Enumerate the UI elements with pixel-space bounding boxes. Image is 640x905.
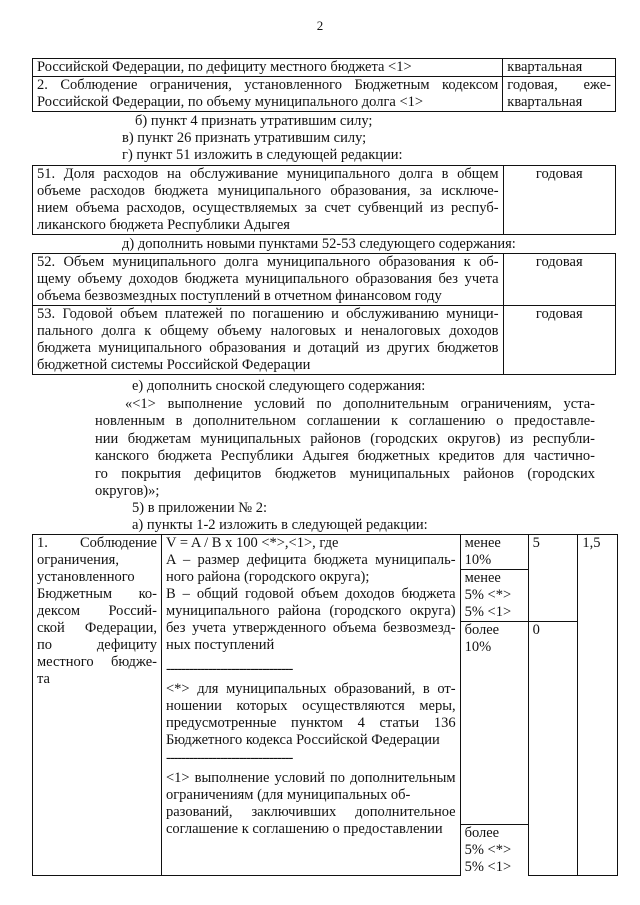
item-e: е) дополнить сноской следующего содержания: (132, 378, 426, 394)
table-row (33, 306, 616, 375)
item-a: а) пункты 1-2 изложить в следующей редакции: (132, 517, 428, 533)
period-cell: годовая, еже- квартальная (503, 77, 616, 112)
item-d: д) дополнить новыми пунктами 52-53 следующего содержания: (122, 236, 516, 252)
indicator-name-cell: 1. Соблюдение ограничения, установленного Бюджетным ко- дексом Россий- ской Федерации, по дефициту местного бюдже- та (33, 535, 162, 876)
item-v: в) пункт 26 признать утратившим силу; (122, 130, 367, 146)
separator-line: --------------------------------- (165, 661, 293, 677)
period-cell: годовая (503, 306, 615, 375)
threshold-cell: менее 10% (460, 535, 528, 570)
indicator-text: 51. Доля расходов на обслуживание муниципального долга в общем объеме расходов бюджета муниципального образования, за исключе- нием объема расходов, осуществляемых за счет субвенций из респуб- ликанского бюджета Республики Адыгея (33, 166, 504, 235)
period-cell: годовая (503, 166, 615, 235)
footnote-text: «<1> выполнение условий по дополнительным ограничениям, уста- новленным в дополнительном соглашении к соглашению о предоставле- нии бюджетам муниципальных районов (городских округов) из республи- канского бюджета Республики Адыгея бюджетных кредитов для частично- го покрытия дефицитов бюджетов муниципальных районов (городских округов)»; (95, 396, 595, 500)
table-appendix-2 (32, 534, 618, 876)
period-cell: квартальная (503, 59, 616, 77)
period-cell: годовая (503, 254, 615, 306)
table-items-52-53 (32, 253, 616, 375)
formula-cell: V = A / B x 100 <*>,<1>, где A – размер дефицита бюджета муниципаль- ного района (городского округа); B – общий годовой объем доходов бюджета муниципального района (городского округа) без учета утвержденного объема безвозмезд- ных поступлений --------------------------------- <*> для муниципальных образований, в от- ношении которых осуществляются меры, предусмотренные пунктом 4 статьи 136 Бюджетного кодекса Российской Федерации --------------------------------- <1> выполнение условий по дополнительным ограничениям (для муниципальных об- разований, заключивших дополнительное соглашение к соглашению о предоставлении (161, 535, 460, 876)
item-5: 5) в приложении № 2: (132, 500, 267, 516)
table-row (33, 166, 616, 235)
table-row (33, 535, 618, 570)
separator-line: --------------------------------- (165, 750, 293, 766)
indicator-text: 53. Годовой объем платежей по погашению и обслуживанию муници- пального долга к общему объему налоговых и неналоговых доходов бюджета муниципального образования и дотаций из других бюджетов бюджетной системы Российской Федерации (33, 306, 504, 375)
indicator-text: 52. Объем муниципального долга муниципального образования к об- щему объему доходов бюджета муниципального образования без учета объема безвозмездных поступлений в отчетном финансовом году (33, 254, 504, 306)
table-row (33, 77, 616, 112)
page-number: 2 (316, 18, 324, 33)
score-cell: 5 (528, 535, 578, 622)
indicator-text: 2. Соблюдение ограничения, установленного Бюджетным кодексом Российской Федерации, по объему муниципального долга <1> (33, 77, 503, 112)
table-indicators-top (32, 58, 616, 112)
item-b: б) пункт 4 признать утратившим силу; (135, 113, 373, 129)
table-row (33, 59, 616, 77)
note-1-text: <1> выполнение условий по дополнительным ограничениям (для муниципальных об- разований, заключивших дополнительное соглашение к соглашению о предоставлении (165, 770, 456, 837)
score-cell: 0 (528, 622, 578, 876)
table-item-51 (32, 165, 616, 235)
weight-cell: 1,5 (578, 535, 618, 876)
threshold-cell: менее 5% <*> 5% <1> (460, 570, 528, 622)
threshold-cell: более 5% <*> 5% <1> (460, 824, 528, 876)
indicator-text: Российской Федерации, по дефициту местного бюджета <1> (33, 59, 503, 77)
item-g: г) пункт 51 изложить в следующей редакции: (122, 147, 403, 163)
threshold-cell: более 10% (460, 622, 528, 825)
table-row (33, 254, 616, 306)
